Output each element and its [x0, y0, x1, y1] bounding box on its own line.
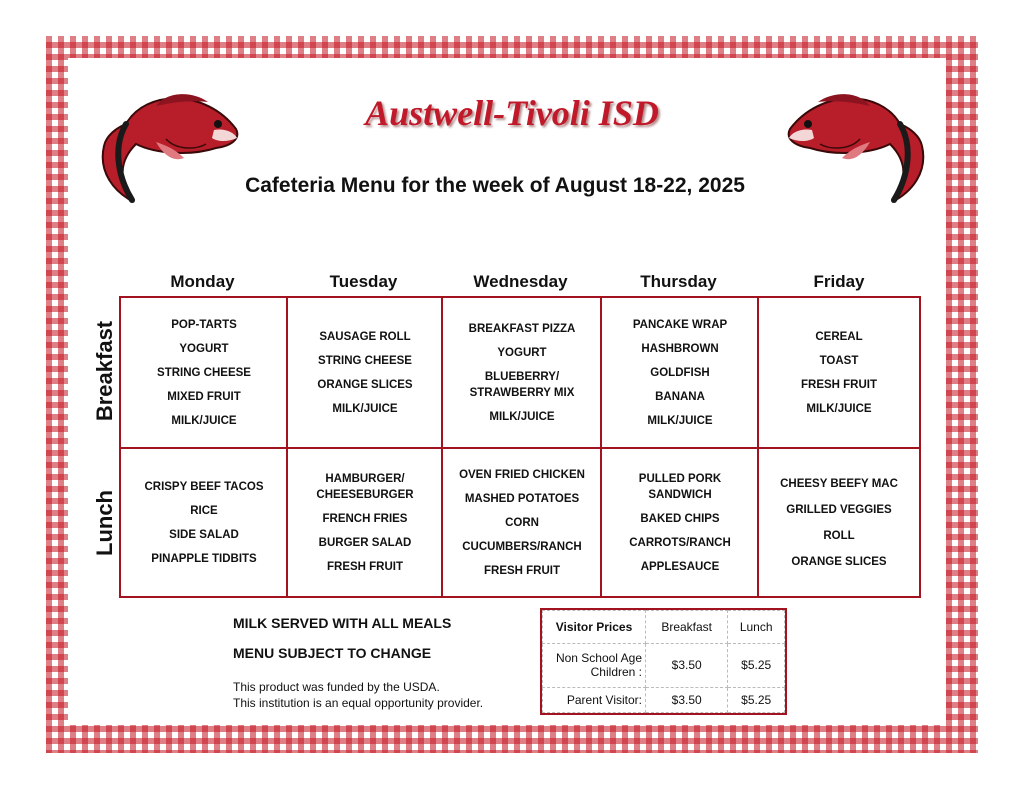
menu-item: FRENCH FRIES — [322, 512, 408, 525]
breakfast-cell-wednesday — [443, 298, 601, 448]
breakfast-cell-friday — [759, 298, 919, 448]
menu-item: BURGER SALAD — [318, 536, 412, 549]
price-lunch: $5.25 — [728, 687, 785, 712]
menu-item: YOGURT — [497, 347, 547, 359]
breakfast-cell-tuesday — [288, 298, 442, 448]
breakfast-cell-thursday — [602, 298, 758, 448]
table-row — [543, 644, 785, 688]
menu-item: HAMBURGER/ CHEESEBURGER — [316, 472, 414, 501]
table-row — [543, 611, 785, 644]
menu-item: YOGURT — [179, 343, 229, 355]
menu-item: CUCUMBERS/RANCH — [462, 540, 582, 553]
price-lunch: $5.25 — [728, 644, 785, 688]
menu-grid — [119, 296, 921, 598]
menu-item: MASHED POTATOES — [464, 492, 580, 505]
price-breakfast: $3.50 — [646, 644, 728, 688]
menu-item: CORN — [505, 516, 539, 529]
menu-item: BANANA — [655, 391, 705, 403]
menu-item: GOLDFISH — [650, 367, 710, 379]
menu-item: MILK/JUICE — [332, 403, 398, 415]
menu-item: OVEN FRIED CHICKEN — [459, 468, 585, 481]
menu-item: SIDE SALAD — [169, 528, 239, 541]
prices-header-label: Visitor Prices — [543, 611, 646, 644]
menu-item: ROLL — [823, 529, 855, 542]
menu-item: PINAPPLE TIDBITS — [151, 552, 257, 565]
page-title: Austwell-Tivoli ISD — [365, 93, 659, 133]
row-label-lunch: Lunch — [92, 490, 117, 556]
menu-item: TOAST — [819, 355, 859, 367]
menu-item: BLUEBERRY/ STRAWBERRY MIX — [469, 371, 575, 399]
menu-item: RICE — [190, 504, 218, 517]
menu-item: CARROTS/RANCH — [629, 536, 731, 549]
menu-item: CHEESY BEEFY MAC — [780, 477, 898, 490]
notice-milk: MILK SERVED WITH ALL MEALS — [233, 615, 452, 631]
menu-item: CRISPY BEEF TACOS — [144, 480, 264, 493]
visitor-prices-table — [540, 608, 787, 715]
menu-item: STRING CHEESE — [157, 367, 251, 379]
menu-item: FRESH FRUIT — [800, 379, 878, 391]
menu-item: MILK/JUICE — [171, 415, 237, 427]
equal-opportunity-statement: This institution is an equal opportunity provider. — [233, 696, 484, 710]
lunch-cell-friday — [759, 449, 919, 596]
prices-header-lunch: Lunch — [728, 611, 785, 644]
menu-item: MIXED FRUIT — [167, 391, 241, 403]
menu-item: FRESH FRUIT — [326, 560, 404, 573]
menu-item: MILK/JUICE — [806, 403, 872, 415]
usda-statement: This product was funded by the USDA. — [233, 680, 440, 694]
menu-item: ORANGE SLICES — [317, 379, 413, 391]
breakfast-cell-monday — [121, 298, 287, 448]
price-breakfast: $3.50 — [646, 687, 728, 712]
menu-item: MILK/JUICE — [647, 415, 713, 427]
menu-item: ORANGE SLICES — [791, 555, 887, 568]
prices-header-breakfast: Breakfast — [646, 611, 728, 644]
menu-item: GRILLED VEGGIES — [786, 503, 892, 516]
menu-item: FRESH FRUIT — [483, 564, 561, 577]
table-row — [543, 687, 785, 712]
page-subtitle: Cafeteria Menu for the week of August 18-22, 2025 — [245, 174, 745, 197]
day-header-thursday: Thursday — [640, 272, 717, 291]
menu-item: SAUSAGE ROLL — [319, 331, 411, 343]
lunch-cell-tuesday — [288, 449, 442, 596]
menu-item: HASHBROWN — [641, 343, 719, 355]
price-row-label: Parent Visitor: — [543, 687, 646, 712]
menu-item: MILK/JUICE — [489, 411, 555, 423]
menu-item: CEREAL — [815, 331, 863, 343]
menu-item: PULLED PORK SANDWICH — [638, 472, 722, 501]
day-header-tuesday: Tuesday — [329, 272, 398, 291]
row-label-breakfast: Breakfast — [92, 320, 117, 422]
menu-item: APPLESAUCE — [640, 560, 720, 573]
menu-item: POP-TARTS — [171, 319, 237, 331]
lunch-cell-monday — [121, 449, 287, 596]
menu-item: BREAKFAST PIZZA — [468, 323, 576, 335]
price-row-label: Non School Age Children : — [543, 644, 646, 688]
lunch-cell-thursday — [602, 449, 758, 596]
day-header-friday: Friday — [813, 272, 865, 291]
menu-item: BAKED CHIPS — [640, 512, 720, 525]
lunch-cell-wednesday — [443, 449, 601, 596]
day-header-monday: Monday — [170, 272, 235, 291]
menu-item: STRING CHEESE — [318, 355, 412, 367]
day-header-wednesday: Wednesday — [473, 272, 568, 291]
notice-change: MENU SUBJECT TO CHANGE — [233, 645, 432, 661]
menu-item: PANCAKE WRAP — [632, 319, 728, 331]
